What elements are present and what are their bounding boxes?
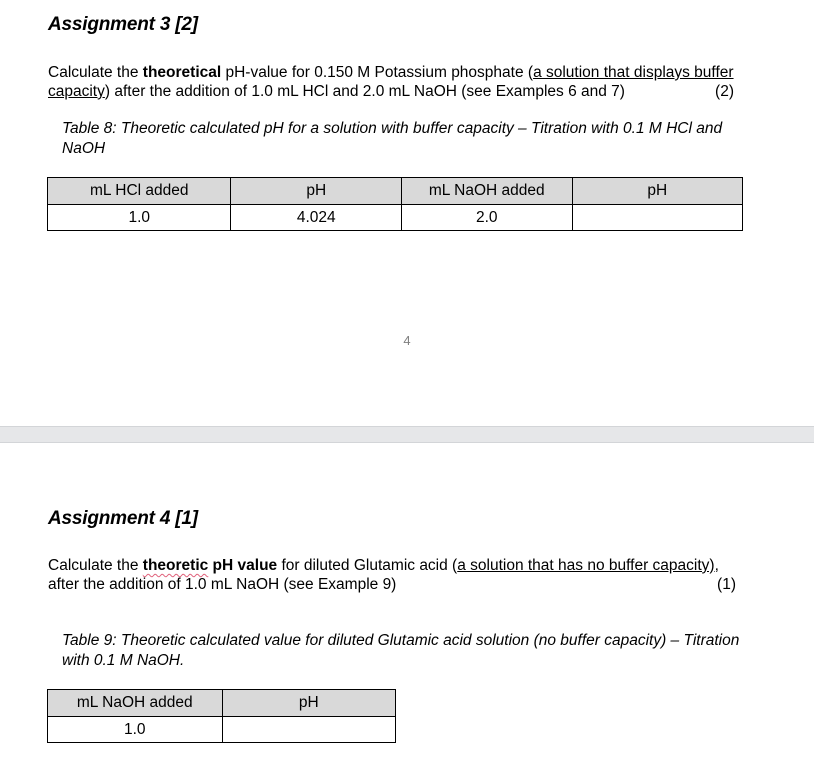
table-row	[48, 717, 396, 743]
header-ml-hcl-added: mL HCl added	[48, 178, 231, 205]
table-8	[47, 177, 743, 231]
cell-ph-naoh-value[interactable]	[572, 205, 742, 231]
instruction-line-2: capacity) after the addition of 1.0 mL HCl and 2.0 mL NaOH (see Examples 6 and 7) (2)	[48, 83, 734, 100]
table-header-row	[48, 690, 396, 717]
table-9	[47, 689, 396, 743]
buffer-note-link: a solution that displays buffer	[533, 64, 734, 81]
table-9-caption: Table 9: Theoretic calculated value for diluted Glutamic acid solution (no buffer capacity) – Titration with 0.1 M NaOH.	[62, 632, 740, 669]
page-separator	[0, 426, 814, 443]
emphasis-ph-value: pH value	[208, 557, 278, 574]
page-number: 4	[403, 333, 411, 348]
cell-ph-hcl-value[interactable]: 4.024	[231, 205, 402, 231]
marks-label: (2)	[715, 83, 734, 100]
cell-ml-naoh-value: 2.0	[402, 205, 573, 231]
table-header-row	[48, 178, 743, 205]
instruction-line-1: Calculate the theoretical pH-value for 0.150 M Potassium phosphate (a solution that displays buffer	[48, 64, 734, 81]
header-ph: pH	[222, 690, 395, 717]
assignment-3-instructions	[48, 63, 766, 101]
cell-ml-hcl-value: 1.0	[48, 205, 231, 231]
assignment-4-heading: Assignment 4 [1]	[48, 508, 198, 529]
header-ph-naoh: pH	[572, 178, 742, 205]
table-8-caption: Table 8: Theoretic calculated pH for a solution with buffer capacity – Titration with 0.1 M HCl and NaOH	[62, 120, 723, 157]
instruction-line-1: Calculate the theoretic pH value for diluted Glutamic acid (a solution that has no buffer capacity),	[48, 557, 719, 574]
marks-label: (1)	[717, 576, 736, 593]
header-ml-naoh-added: mL NaOH added	[402, 178, 573, 205]
assignment-3-heading: Assignment 3 [2]	[48, 14, 198, 35]
document-page-2	[0, 443, 814, 757]
header-ph-hcl: pH	[231, 178, 402, 205]
assignment-4-instructions	[48, 556, 768, 594]
emphasis-theoretic: theoretic	[142, 557, 209, 574]
header-ml-naoh-added: mL NaOH added	[48, 690, 223, 717]
cell-ml-naoh-value: 1.0	[48, 717, 223, 743]
emphasis-theoretical: theoretical	[142, 64, 222, 81]
table-row	[48, 205, 743, 231]
cell-ph-value[interactable]	[222, 717, 395, 743]
no-buffer-note-link: a solution that has no buffer capacity)	[457, 557, 715, 574]
instruction-line-2: after the addition of 1.0 mL NaOH (see Example 9) (1)	[48, 576, 736, 593]
